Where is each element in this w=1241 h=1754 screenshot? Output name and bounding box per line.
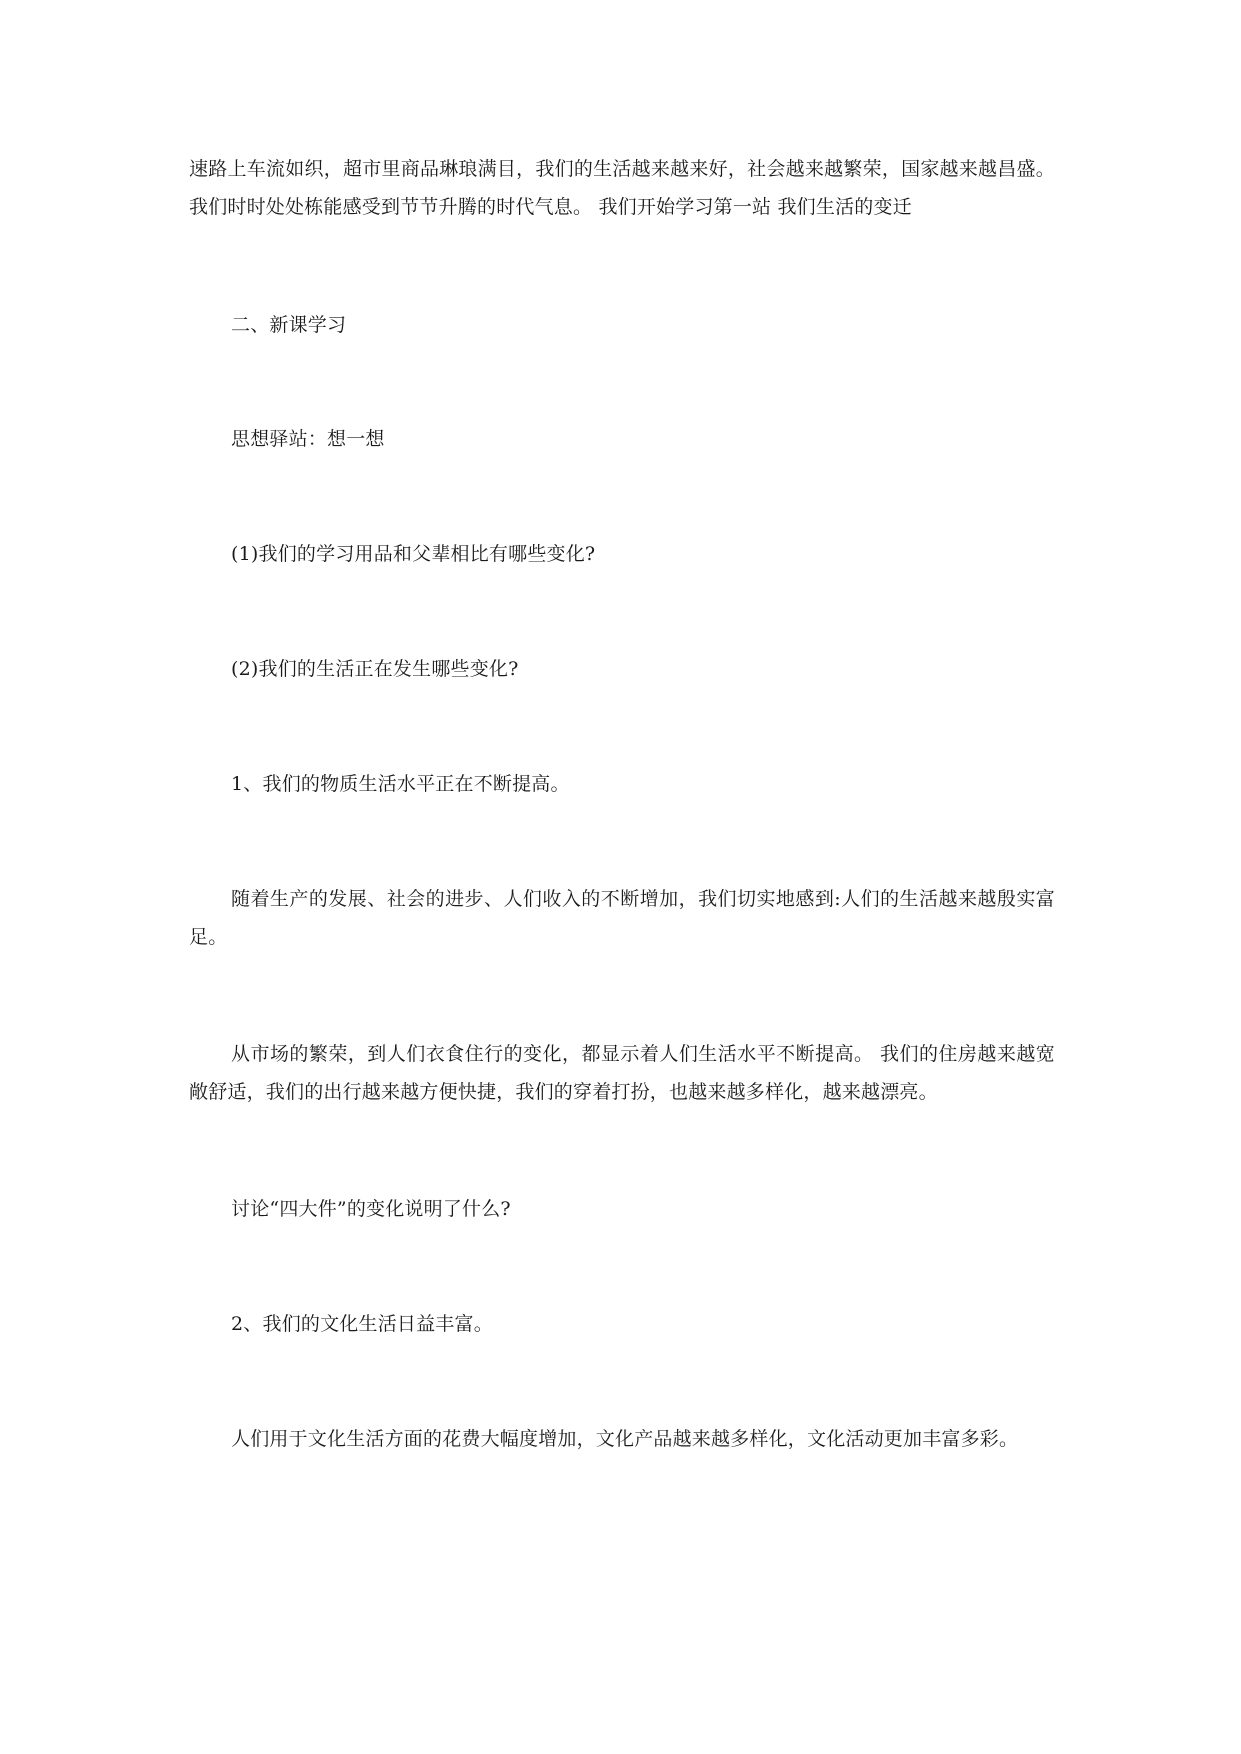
- discussion-question: 讨论“四大件”的变化说明了什么?: [231, 1198, 511, 1220]
- point-2-heading: 2、我们的文化生活日益丰富。: [231, 1313, 493, 1335]
- paragraph-cultural-life: 人们用于文化生活方面的花费大幅度增加，文化产品越来越多样化，文化活动更加丰富多彩。: [231, 1428, 1019, 1450]
- thinking-station-heading: 思想驿站：想一想: [231, 428, 385, 450]
- question-1: (1)我们的学习用品和父辈相比有哪些变化?: [231, 543, 596, 565]
- point-1-heading: 1、我们的物质生活水平正在不断提高。: [231, 773, 570, 795]
- paragraph-material-life: 随着生产的发展、社会的进步、人们收入的不断增加，我们切实地感到:人们的生活越来越殷实富足。: [189, 888, 1055, 948]
- section-heading-new-lesson: 二、新课学习: [231, 314, 347, 336]
- paragraph-intro: 速路上车流如织，超市里商品琳琅满目，我们的生活越来越来好，社会越来越繁荣，国家越来越昌盛。我们时时处处栋能感受到节节升腾的时代气息。 我们开始学习第一站 我们生活的变迁: [189, 158, 1055, 218]
- question-2: (2)我们的生活正在发生哪些变化?: [231, 658, 519, 680]
- paragraph-living-standard: 从市场的繁荣，到人们衣食住行的变化，都显示着人们生活水平不断提高。 我们的住房越来越宽敞舒适，我们的出行越来越方便快捷，我们的穿着打扮，也越来越多样化，越来越漂亮。: [189, 1043, 1055, 1103]
